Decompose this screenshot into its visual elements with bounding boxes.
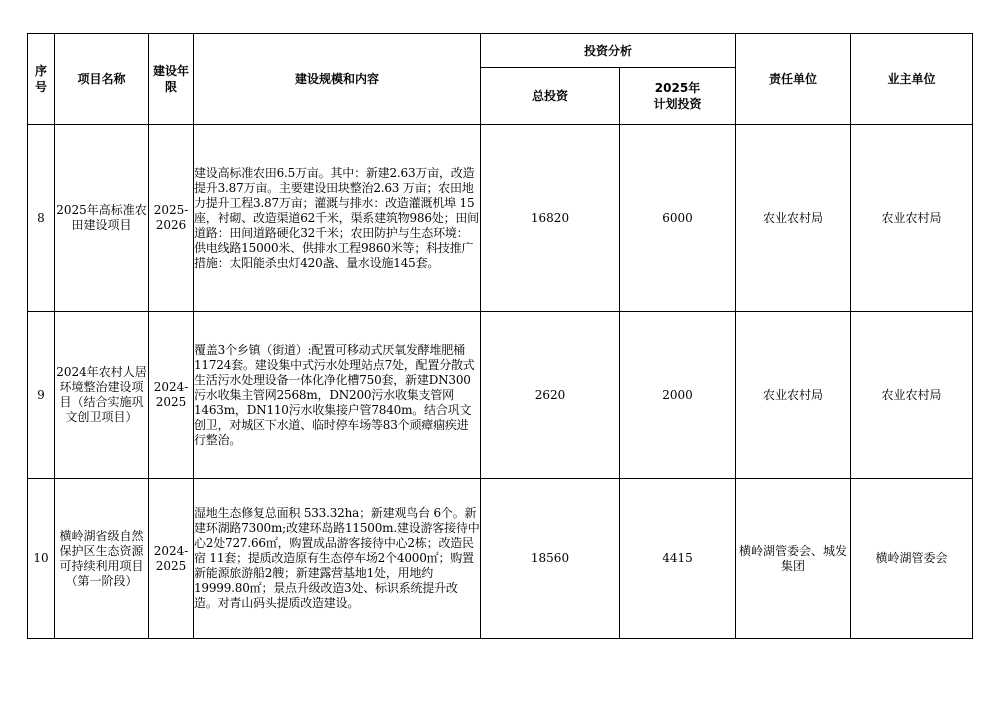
header-scope: 建设规模和内容 xyxy=(194,34,481,125)
project-table xyxy=(27,33,973,639)
header-planned-2025: 2025年 计划投资 xyxy=(620,68,736,125)
header-total-investment: 总投资 xyxy=(481,68,620,125)
row-period: 2024- 2025 xyxy=(149,312,194,479)
row-scope: 覆盖3个乡镇（街道）:配置可移动式厌氧发酵堆肥桶11724套。建设集中式污水处理站点7处，配置分散式生活污水处理设备一体化净化槽750套，新建DN300污水收集主管网2568m，DN200污水收集支管网1463m，DN110污水收集接户管7840m。结合巩文创卫，对城区下水道、临时停车场等83个顽瘴痼疾进行整治。 xyxy=(194,312,481,479)
row-responsible-unit: 农业农村局 xyxy=(736,125,851,312)
row-responsible-unit: 横岭湖管委会、城发集团 xyxy=(736,479,851,639)
row-owner-unit: 农业农村局 xyxy=(851,125,973,312)
header-responsible-unit: 责任单位 xyxy=(736,34,851,125)
header-seq: 序 号 xyxy=(28,34,55,125)
row-project-name: 2025年高标准农田建设项目 xyxy=(55,125,149,312)
row-period: 2025- 2026 xyxy=(149,125,194,312)
row-total-investment: 18560 xyxy=(481,479,620,639)
row-planned-2025: 4415 xyxy=(620,479,736,639)
row-scope: 湿地生态修复总面积 533.32ha；新建观鸟台 6个。新建环湖路7300m;改建环岛路11500m.建设游客接待中心2处727.66㎡，购置成品游客接待中心2栋；改造民宿 11套；提质改造原有生态停车场2个4000㎡；购置新能源旅游船2艘；新建露营基地1处，用地约19999.80㎡；景点升级改造3处、标识系统提升改造。对青山码头提质改造建设。 xyxy=(194,479,481,639)
header-row xyxy=(28,34,973,68)
table-row xyxy=(28,125,973,312)
row-total-investment: 16820 xyxy=(481,125,620,312)
row-planned-2025: 2000 xyxy=(620,312,736,479)
table-row xyxy=(28,479,973,639)
row-period: 2024- 2025 xyxy=(149,479,194,639)
row-total-investment: 2620 xyxy=(481,312,620,479)
row-project-name: 横岭湖省级自然保护区生态资源可持续利用项目（第一阶段） xyxy=(55,479,149,639)
row-owner-unit: 农业农村局 xyxy=(851,312,973,479)
row-seq: 9 xyxy=(28,312,55,479)
row-planned-2025: 6000 xyxy=(620,125,736,312)
header-owner-unit: 业主单位 xyxy=(851,34,973,125)
row-project-name: 2024年农村人居环境整治建设项目（结合实施巩文创卫项目） xyxy=(55,312,149,479)
row-responsible-unit: 农业农村局 xyxy=(736,312,851,479)
row-seq: 8 xyxy=(28,125,55,312)
header-period: 建设年 限 xyxy=(149,34,194,125)
row-seq: 10 xyxy=(28,479,55,639)
header-investment-analysis: 投资分析 xyxy=(481,34,736,68)
row-scope: 建设高标准农田6.5万亩。其中：新建2.63万亩，改造提升3.87万亩。主要建设田块整治2.63 万亩；农田地力提升工程3.87万亩；灌溉与排水：改造灌溉机埠 15 座，衬砌、改造渠道62千米，渠系建筑物986处；田间道路：田间道路硬化32千米；农田防护与生态环境：供电线路15000米、供排水工程9860米等；科技推广措施：太阳能杀虫灯420盏、量水设施145套。 xyxy=(194,125,481,312)
table-row xyxy=(28,312,973,479)
row-owner-unit: 横岭湖管委会 xyxy=(851,479,973,639)
header-project-name: 项目名称 xyxy=(55,34,149,125)
